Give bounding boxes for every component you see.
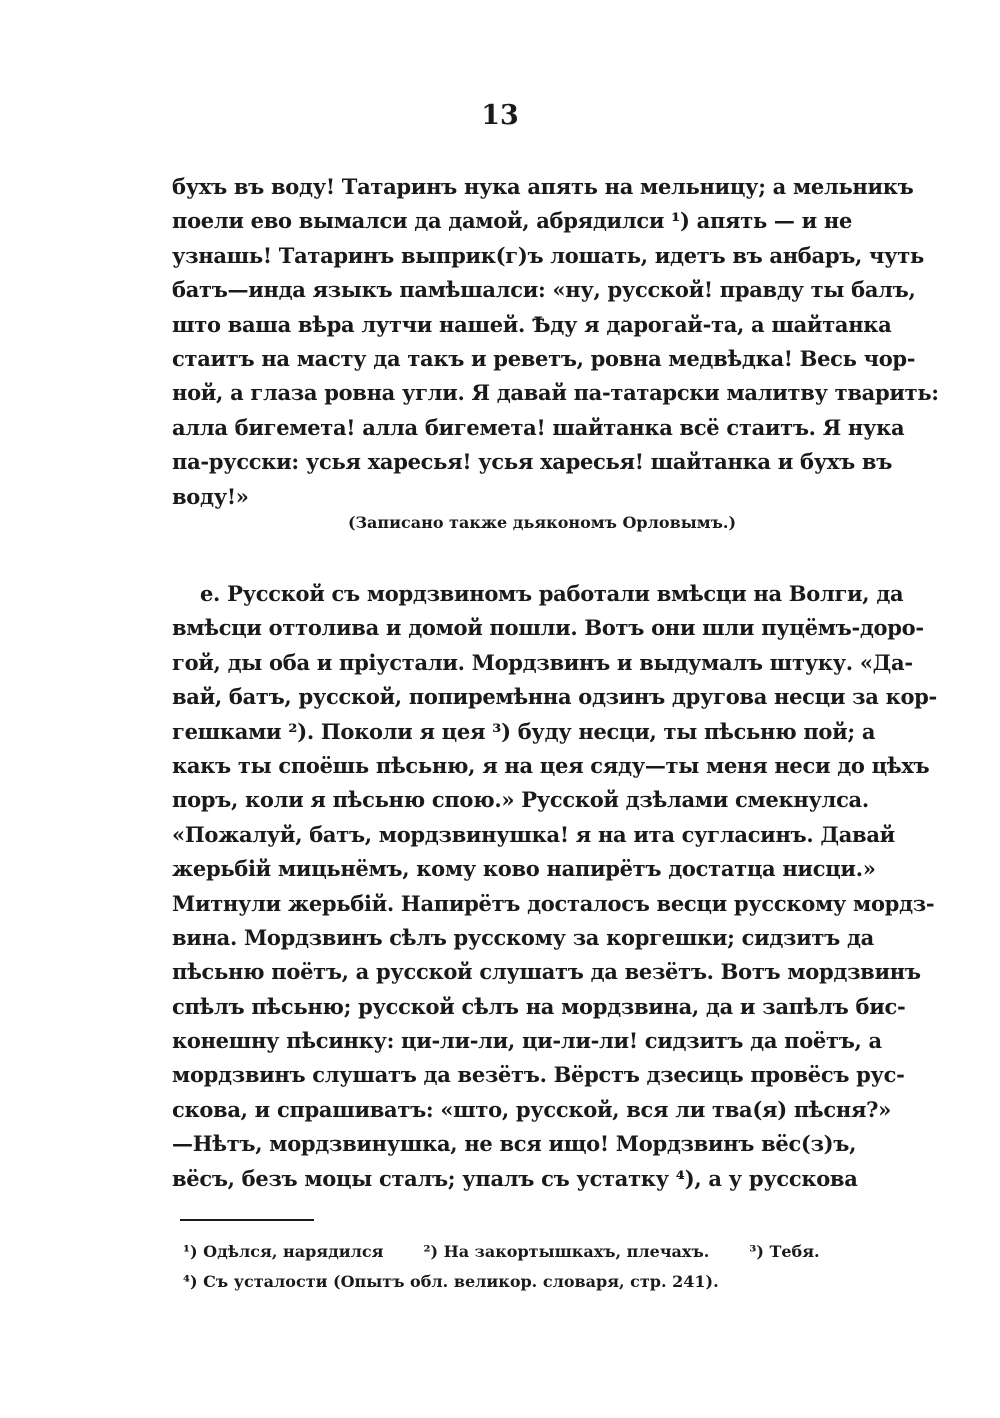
- paragraph-e: [172, 577, 937, 1196]
- text-line: Митнули жерьбій. Напирётъ досталосъ весци русскому мордз-: [172, 890, 935, 916]
- text-line: —Нѣтъ, мордзвинушка, не вся ищо! Мордзвинъ вёс(з)ъ,: [172, 1131, 857, 1157]
- text-line: гешками ²). Поколи я цея ³) буду несци, ты пѣсьню пой; а: [172, 718, 876, 744]
- text-line: батъ—инда языкъ памѣшалси: «ну, русской! правду ты балъ,: [172, 277, 916, 303]
- text-line: «Пожалуй, батъ, мордзвинушка! я на ита сугласинъ. Давай: [172, 821, 895, 847]
- text-line: алла бигемета! алла бигемета! шайтанка всё стаитъ. Я нука: [172, 414, 905, 440]
- text-line: мордзвинъ слушатъ да везётъ. Вёрстъ дзесиць провёсъ рус-: [172, 1062, 905, 1088]
- text-line: па-русски: усья харесья! усья харесья! шайтанка и бухъ въ: [172, 449, 893, 475]
- text-line: е. Русской съ мордзвиномъ работали вмѣсци на Волги, да: [200, 581, 904, 606]
- footnote-4: ⁴) Съ усталости (Опытъ обл. великор. словаря, стр. 241).: [183, 1272, 719, 1291]
- footnote-line: [183, 1237, 823, 1267]
- attribution: (Записано также дьякономъ Орловымъ.): [347, 513, 737, 532]
- paragraph-continuation: [172, 170, 939, 514]
- text-line: спѣлъ пѣсьню; русской сѣлъ на мордзвина, да и запѣлъ бис-: [172, 993, 906, 1019]
- text-line: гой, ды оба и пріустали. Мордзвинъ и выдумалъ штуку. «Да-: [172, 649, 913, 675]
- text-line: бухъ въ воду! Татаринъ нука апять на мельницу; а мельникъ: [172, 174, 914, 199]
- text-line: жерьбій мицьнёмъ, кому ково напирётъ достатца нисци.»: [172, 856, 876, 882]
- text-line: стаитъ на масту да такъ и реветъ, ровна медвѣдка! Весь чор-: [172, 345, 916, 371]
- text-line: узнашь! Татаринъ выприк(г)ъ лошать, идетъ въ анбаръ, чуть: [172, 242, 924, 268]
- footnote-line: [183, 1267, 823, 1297]
- text-line: ной, а глаза ровна угли. Я давай па-татарски малитву тварить:: [172, 380, 939, 406]
- text-line: поръ, коли я пѣсьню спою.» Русской дзѣлами смекнулса.: [172, 787, 869, 813]
- text-line: што ваша вѣра лутчи нашей. Ѣду я дарогай-та, а шайтанка: [172, 311, 892, 337]
- page-number: 13: [481, 100, 519, 131]
- text-line: конешну пѣсинку: ци-ли-ли, ци-ли-ли! сидзитъ да поётъ, а: [172, 1028, 882, 1054]
- text-line: поели ево вымалси да дамой, абрядилси ¹) апять — и не: [172, 208, 853, 234]
- text-line: вмѣсци оттолива и домой пошли. Вотъ они шли пуцёмъ-дорo-: [172, 615, 924, 641]
- text-line: воду!»: [172, 483, 249, 509]
- text-line: вина. Мордзвинъ сѣлъ русскому за коргешки; сидзитъ да: [172, 924, 874, 950]
- text-line: вёсъ, безъ моцы сталъ; упалъ съ устатку ⁴), а у русскова: [172, 1165, 858, 1191]
- text-line: пѣсьню поётъ, а русской слушатъ да везётъ. Вотъ мордзвинъ: [172, 959, 921, 985]
- footnote-2: ²) На закортышкахъ, плечахъ.: [423, 1242, 710, 1261]
- footnote-1: ¹) Одѣлся, нарядился: [183, 1242, 384, 1261]
- footnote-3: ³) Тебя.: [749, 1242, 820, 1261]
- footnote-divider: [180, 1219, 314, 1221]
- text-line: скова, и спрашиватъ: «што, русской, вся ли тва(я) пѣсня?»: [172, 1096, 891, 1122]
- text-line: вай, батъ, русской, попиремѣнна одзинъ другова несци за кор-: [172, 684, 937, 710]
- text-line: какъ ты споёшь пѣсьню, я на цея сяду—ты меня неси до цѣхъ: [172, 752, 930, 778]
- footnotes: [183, 1237, 823, 1297]
